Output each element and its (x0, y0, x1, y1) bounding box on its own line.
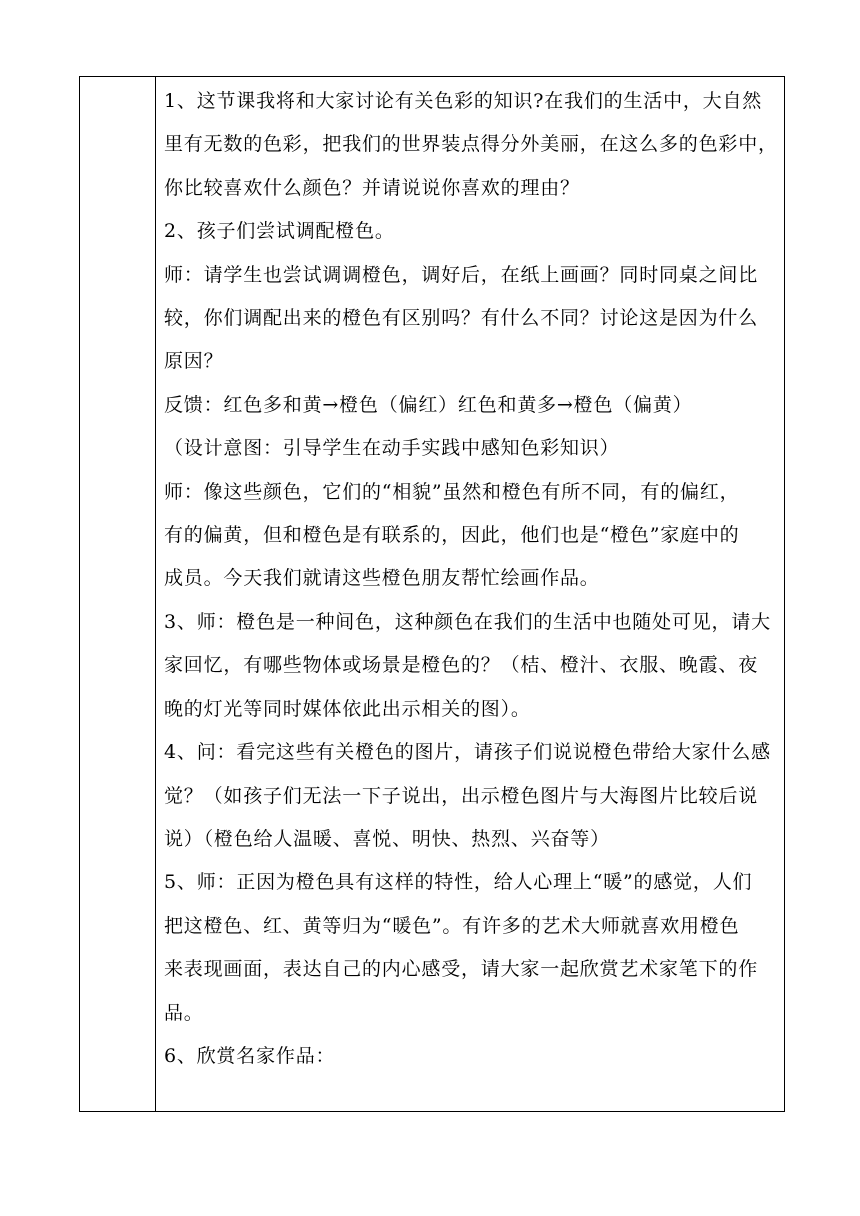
paragraph (164, 861, 776, 1035)
paragraph (164, 254, 776, 384)
text-line: 2、孩子们尝试调配橙色。 (164, 220, 395, 243)
paragraph (164, 1035, 776, 1078)
paragraph (164, 384, 776, 427)
text-line: 有的偏黄，但和橙色是有联系的，因此，他们也是“橙色”家庭中的 (164, 524, 740, 547)
lesson-table (79, 76, 785, 1112)
table-row (80, 77, 785, 1112)
left-empty-cell (80, 77, 156, 1112)
paragraph (164, 731, 776, 861)
text-line: 反馈：红色多和黄→橙色（偏红）红色和黄多→橙色（偏黄） (164, 393, 693, 416)
text-line: 品。 (164, 1001, 204, 1024)
text-line: 里有无数的色彩，把我们的世界装点得分外美丽，在这么多的色彩中， (164, 133, 778, 156)
text-line: 原因？ (164, 350, 224, 373)
text-line: 你比较喜欢什么颜色？并请说说你喜欢的理由？ (164, 176, 580, 199)
text-line: 5、师：正因为橙色具有这样的特性，给人心理上“暖”的感觉，人们 (164, 871, 753, 894)
text-line: 师：请学生也尝试调调橙色，调好后，在纸上画画？同时同桌之间比 (164, 263, 759, 286)
paragraph (164, 471, 776, 601)
paragraph (164, 427, 776, 470)
paragraph (164, 80, 776, 210)
text-line: 1、这节课我将和大家讨论有关色彩的知识?在我们的生活中，大自然 (164, 90, 763, 112)
text-line: 师：像这些颜色，它们的“相貌”虽然和橙色有所不同，有的偏红， (164, 480, 740, 503)
text-line: 觉？（如孩子们无法一下子说出，出示橙色图片与大海图片比较后说 (164, 784, 759, 807)
text-line: 4、问：看完这些有关橙色的图片，请孩子们说说橙色带给大家什么感 (164, 741, 771, 764)
text-line: 说）（橙色给人温暖、喜悦、明快、热烈、兴奋等） (164, 827, 610, 850)
text-line: 3、师：橙色是一种间色，这种颜色在我们的生活中也随处可见，请大 (164, 610, 771, 633)
text-line: （设计意图：引导学生在动手实践中感知色彩知识） (164, 437, 620, 460)
text-line: 把这橙色、红、黄等归为“暖色”。有许多的艺术大师就喜欢用橙色 (164, 914, 740, 937)
lesson-content (156, 77, 784, 1078)
text-line: 较，你们调配出来的橙色有区别吗？有什么不同？讨论这是因为什么 (164, 307, 759, 330)
text-line: 家回忆，有哪些物体或场景是橙色的？（桔、橙汁、衣服、晚霞、夜 (164, 654, 759, 677)
paragraph (164, 210, 776, 253)
paragraph (164, 601, 776, 731)
text-line: 成员。今天我们就请这些橙色朋友帮忙绘画作品。 (164, 567, 600, 590)
text-line: 6、欣赏名家作品： (164, 1044, 336, 1067)
content-cell (156, 77, 785, 1112)
text-line: 晚的灯光等同时媒体依此出示相关的图）。 (164, 697, 531, 720)
text-line: 来表现画面，表达自己的内心感受，请大家一起欣赏艺术家笔下的作 (164, 958, 759, 981)
